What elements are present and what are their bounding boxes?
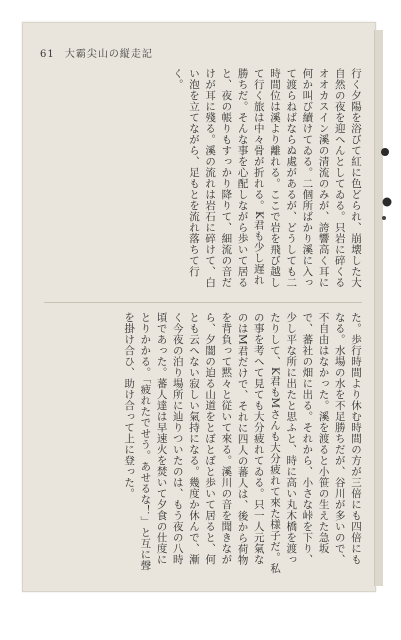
page-number: 61 <box>40 49 55 60</box>
body-text-lower: た。歩行時間より休む時間の方が三倍にも四倍にもなる。水場の水を不足勝ちだが、谷川が多いので、不自由はなかった。溪を渡ると小笹の生えた急坂で、蕃社の畑に出る。それから、小さな峠を下り、少し平な所に出たと思ふと、時に高い丸木橋を渡ったりして、K君もMさんも大分疲れて來た様子だ。私の事を考へて見ても大分疲れてゐる。只一人元氣なのはM君だけで、それに四人の蕃人は、後から荷物を背負って黙々と従いて來る。溪川の音を聞きながら、夕闇の迫る山道をとぼとぼと歩いて居ると、何とも云へない寂しい氣持になる。幾度か休んで、漸く今夜の泊り場所に辿りついたのは、もう夜の八時頃であった。蕃人達は早速火を焚いて夕食の仕度にとりかかる。「疲れたでせう。あせるな！」と互に聲を掛け合ひ、助け合って上に登った。 <box>123 312 362 574</box>
binding-stain-marks <box>376 140 396 260</box>
body-text-upper: 行く夕陽を浴びて紅に色どられ、崩壊した大自然の夜を迎へんとしてゐる。只岩に碎くるオオカスイン溪の清流のみが、誇響高く耳に何か叫び續けてゐる。二個所ばかり溪に入って渡らねばならぬ處があるが、どうしても二時間位は溪より離れる。ここで岩を飛び越して行く旅は中々骨が折れる。K君も少し遅れ勝ちだ。そんな事を心配しながら歩いて居ると、夜の帳りもすっかり降りて、細流の音だけが耳に殘る。溪の流れは岩石に碎けて、白い泡を立てながら、足もとを流れ落ちて行く。 <box>171 68 362 288</box>
running-header <box>40 45 153 60</box>
section-gap <box>44 302 362 303</box>
running-title: 大霸尖山の縦走記 <box>64 49 153 60</box>
page-edge <box>374 30 383 586</box>
